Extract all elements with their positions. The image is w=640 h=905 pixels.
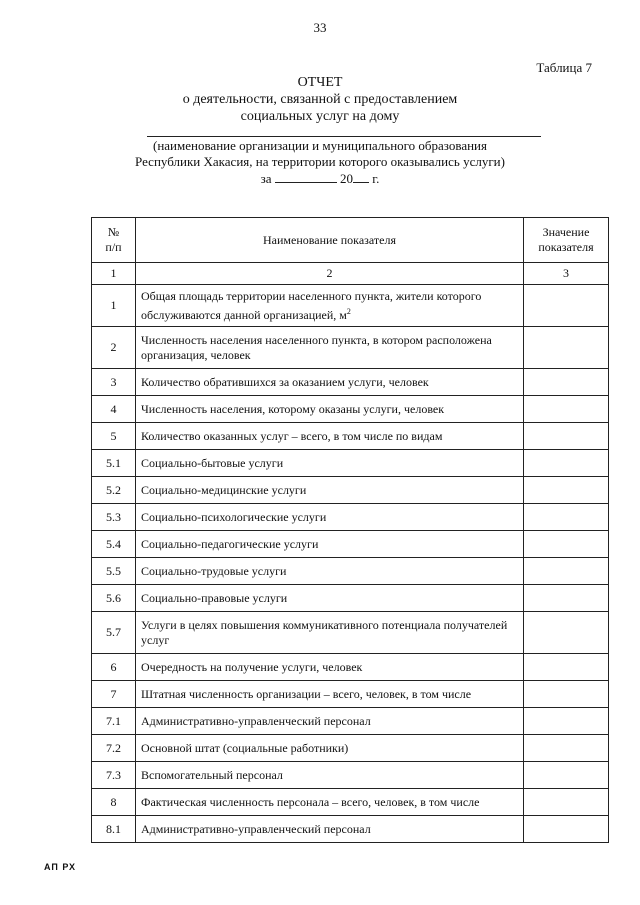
header-indicator-value: [524, 218, 609, 263]
table-row: [92, 585, 609, 612]
row-number: 1: [92, 285, 136, 327]
row-number: 7.2: [92, 735, 136, 762]
row-indicator-text: Социально-трудовые услуги: [141, 563, 287, 578]
table-row: [92, 762, 609, 789]
row-indicator-name: [136, 477, 524, 504]
row-indicator-name: [136, 816, 524, 843]
row-indicator-name: [136, 654, 524, 681]
row-indicator-text: Социально-психологические услуги: [141, 509, 327, 524]
table-row: [92, 477, 609, 504]
column-index-row: [92, 263, 609, 285]
period-year: 20: [340, 171, 354, 186]
row-indicator-text: Штатная численность организации – всего, человек, в том числе: [141, 686, 472, 701]
header-number: [92, 218, 136, 263]
table-row: [92, 789, 609, 816]
row-indicator-name: [136, 285, 524, 327]
row-indicator-text: Социально-бытовые услуги: [141, 455, 284, 470]
report-title: ОТЧЕТ: [297, 75, 343, 90]
row-indicator-text: Социально-правовые услуги: [141, 590, 288, 605]
row-indicator-value[interactable]: [524, 654, 609, 681]
row-indicator-text: Численность населения, которому оказаны услуги, человек: [141, 401, 445, 416]
row-indicator-value[interactable]: [524, 423, 609, 450]
unit-superscript: 2: [346, 306, 351, 316]
header-number-line1: №: [107, 225, 120, 239]
row-indicator-value[interactable]: [524, 531, 609, 558]
row-number: 3: [92, 369, 136, 396]
column-index: 2: [136, 263, 524, 285]
table-row: [92, 558, 609, 585]
row-indicator-value[interactable]: [524, 708, 609, 735]
row-indicator-value[interactable]: [524, 558, 609, 585]
row-number: 5.3: [92, 504, 136, 531]
row-indicator-value[interactable]: [524, 450, 609, 477]
row-indicator-text: Административно-управленческий персонал: [141, 821, 371, 836]
row-number: 5.4: [92, 531, 136, 558]
table-row: [92, 450, 609, 477]
row-indicator-value[interactable]: [524, 789, 609, 816]
row-indicator-text: Количество оказанных услуг – всего, в том числе по видам: [141, 428, 443, 443]
row-indicator-name: [136, 612, 524, 654]
row-number: 2: [92, 327, 136, 369]
row-indicator-text: Вспомогательный персонал: [141, 767, 283, 782]
row-number: 7.1: [92, 708, 136, 735]
table-row: [92, 816, 609, 843]
table-header-row: [92, 218, 609, 263]
row-indicator-name: [136, 735, 524, 762]
row-indicator-value[interactable]: [524, 327, 609, 369]
page-number: 33: [313, 20, 327, 35]
row-indicator-text: Численность населения населенного пункта, в котором расположена организация, человек: [141, 332, 492, 362]
report-heading: [0, 74, 640, 125]
row-indicator-name: [136, 450, 524, 477]
row-number: 5.5: [92, 558, 136, 585]
column-index: 3: [524, 263, 609, 285]
row-number: 5.7: [92, 612, 136, 654]
row-indicator-text: Очередность на получение услуги, человек: [141, 659, 363, 674]
row-number: 6: [92, 654, 136, 681]
row-number: 7.3: [92, 762, 136, 789]
row-indicator-value[interactable]: [524, 681, 609, 708]
row-indicator-name: [136, 531, 524, 558]
table-row: [92, 504, 609, 531]
row-indicator-value[interactable]: [524, 504, 609, 531]
period-blank-field: [275, 170, 337, 183]
row-number: 8: [92, 789, 136, 816]
header-value-line2: показателя: [538, 240, 594, 254]
indicators-table: [91, 217, 609, 843]
report-subtitle-line1: о деятельности, связанной с предоставлением: [182, 92, 458, 107]
row-indicator-text: Общая площадь территории населенного пункта, жители которого обслуживаются данной организацией, м: [141, 288, 482, 322]
table-label: Таблица 7: [536, 60, 592, 75]
row-indicator-text: Социально-медицинские услуги: [141, 482, 307, 497]
organization-caption-line2: Республики Хакасия, на территории которого оказывались услуги): [135, 154, 505, 169]
row-indicator-value[interactable]: [524, 735, 609, 762]
table-row: [92, 681, 609, 708]
row-indicator-text: Социально-педагогические услуги: [141, 536, 319, 551]
row-indicator-name: [136, 681, 524, 708]
row-indicator-value[interactable]: [524, 477, 609, 504]
table-row: [92, 531, 609, 558]
row-indicator-text: Основной штат (социальные работники): [141, 740, 349, 755]
organization-caption-line1: (наименование организации и муниципального образования: [153, 138, 487, 153]
footer-mark: АП РХ: [44, 862, 77, 872]
table-row: [92, 285, 609, 327]
table-row: [92, 654, 609, 681]
header-number-line2: п/п: [105, 240, 122, 254]
row-indicator-name: [136, 585, 524, 612]
row-indicator-text: Количество обратившихся за оказанием услуги, человек: [141, 374, 429, 389]
row-indicator-value[interactable]: [524, 369, 609, 396]
row-indicator-value[interactable]: [524, 762, 609, 789]
row-number: 5: [92, 423, 136, 450]
row-number: 5.2: [92, 477, 136, 504]
header-value-line1: Значение: [542, 225, 590, 239]
row-indicator-value[interactable]: [524, 612, 609, 654]
row-indicator-name: [136, 789, 524, 816]
organization-caption: [0, 138, 640, 170]
table-row: [92, 369, 609, 396]
row-indicator-value[interactable]: [524, 816, 609, 843]
row-indicator-text: Услуги в целях повышения коммуникативного потенциала получателей услуг: [141, 617, 508, 647]
row-indicator-name: [136, 396, 524, 423]
row-indicator-name: [136, 327, 524, 369]
period-year-blank: [353, 170, 369, 183]
table-row: [92, 423, 609, 450]
row-number: 7: [92, 681, 136, 708]
table-row: [92, 327, 609, 369]
row-number: 4: [92, 396, 136, 423]
table-row: [92, 735, 609, 762]
row-indicator-text: Административно-управленческий персонал: [141, 713, 371, 728]
row-indicator-name: [136, 369, 524, 396]
row-indicator-name: [136, 708, 524, 735]
report-subtitle-line2: социальных услуг на дому: [240, 109, 400, 124]
report-period: [0, 170, 640, 187]
table-row: [92, 612, 609, 654]
header-indicator-name: Наименование показателя: [136, 218, 524, 263]
row-indicator-value[interactable]: [524, 285, 609, 327]
row-number: 8.1: [92, 816, 136, 843]
row-number: 5.1: [92, 450, 136, 477]
row-indicator-text: Фактическая численность персонала – всего, человек, в том числе: [141, 794, 480, 809]
row-indicator-value[interactable]: [524, 585, 609, 612]
row-number: 5.6: [92, 585, 136, 612]
period-suffix: г.: [372, 171, 380, 186]
row-indicator-name: [136, 558, 524, 585]
row-indicator-name: [136, 762, 524, 789]
period-prefix: за: [260, 171, 272, 186]
column-index: 1: [92, 263, 136, 285]
row-indicator-name: [136, 504, 524, 531]
row-indicator-name: [136, 423, 524, 450]
row-indicator-value[interactable]: [524, 396, 609, 423]
organization-name-line: [147, 136, 541, 137]
table-row: [92, 708, 609, 735]
table-row: [92, 396, 609, 423]
